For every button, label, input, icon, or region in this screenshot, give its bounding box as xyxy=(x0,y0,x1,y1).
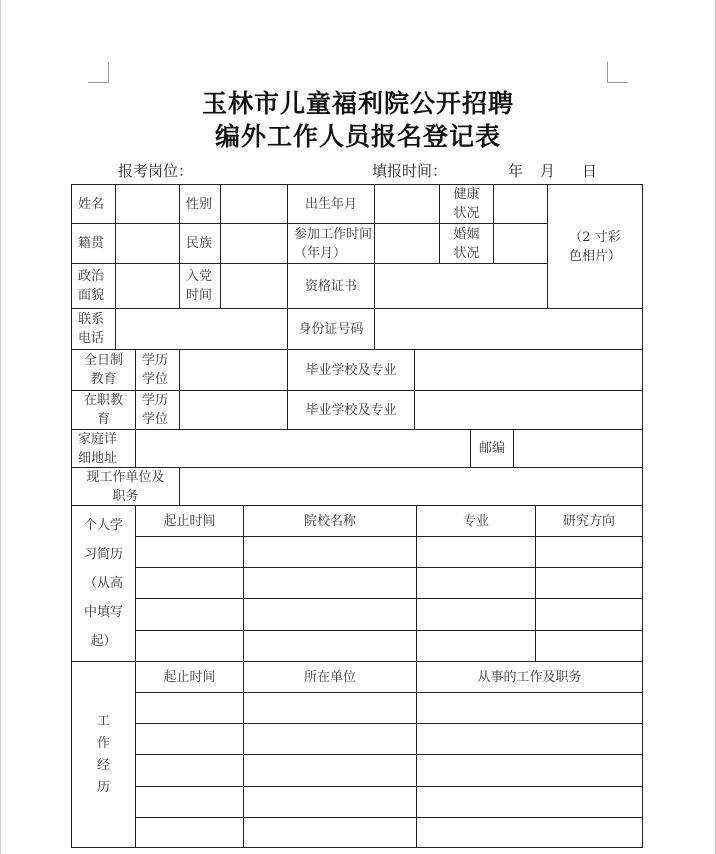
table-cell[interactable] xyxy=(243,723,417,755)
label-health: 健康状况 xyxy=(439,184,494,224)
table-cell[interactable] xyxy=(416,817,643,848)
table-cell[interactable] xyxy=(243,786,417,818)
table-cell[interactable] xyxy=(135,630,244,662)
study-header-period: 起止时间 xyxy=(135,505,244,537)
label-politics: 政治面貌 xyxy=(71,263,116,309)
field-phone[interactable] xyxy=(115,308,288,350)
table-cell[interactable] xyxy=(243,536,417,568)
label-id-number: 身份证号码 xyxy=(287,308,375,350)
photo-box: （2 寸彩色相片） xyxy=(547,184,643,309)
table-cell[interactable] xyxy=(416,754,643,787)
table-cell[interactable] xyxy=(416,630,536,662)
table-cell[interactable] xyxy=(243,567,417,599)
label-inservice-edu: 在职教育 xyxy=(71,390,136,430)
table-cell[interactable] xyxy=(416,536,536,568)
label-current-unit: 现工作单位及职务 xyxy=(71,467,180,506)
work-header-period: 起止时间 xyxy=(135,661,244,693)
table-cell[interactable] xyxy=(243,692,417,724)
label-degree-1: 学历学位 xyxy=(135,349,180,391)
label-address: 家庭详细地址 xyxy=(71,429,136,468)
field-current-unit[interactable] xyxy=(179,467,643,506)
month-label: 月 xyxy=(540,162,556,180)
label-school-2: 毕业学校及专业 xyxy=(287,390,415,430)
label-school-1: 毕业学校及专业 xyxy=(287,349,415,391)
study-header-major: 专业 xyxy=(416,505,536,537)
table-cell[interactable] xyxy=(135,817,244,848)
field-degree-2[interactable] xyxy=(179,390,288,430)
field-id-number[interactable] xyxy=(374,308,643,350)
label-native: 籍贯 xyxy=(71,223,116,264)
title-line-2: 编外工作人员报名登记表 xyxy=(214,122,501,151)
work-header-unit: 所在单位 xyxy=(243,661,417,693)
study-history-label: 个人学习简历（从高中填写起） xyxy=(71,505,136,662)
table-cell[interactable] xyxy=(416,692,643,724)
table-cell[interactable] xyxy=(416,598,536,631)
table-cell[interactable] xyxy=(243,630,417,662)
field-school-1[interactable] xyxy=(414,349,643,391)
table-cell[interactable] xyxy=(416,786,643,818)
field-native[interactable] xyxy=(115,223,180,264)
field-degree-1[interactable] xyxy=(179,349,288,391)
label-marital: 婚姻状况 xyxy=(439,223,494,264)
work-history-label: 工作经历 xyxy=(71,661,136,848)
label-party-time: 入党时间 xyxy=(179,263,221,309)
table-cell[interactable] xyxy=(243,754,417,787)
field-party-time[interactable] xyxy=(220,263,288,309)
label-fulltime-edu: 全日制教育 xyxy=(71,349,136,391)
table-cell[interactable] xyxy=(135,536,244,568)
table-cell[interactable] xyxy=(135,754,244,787)
table-cell[interactable] xyxy=(416,723,643,755)
field-marital[interactable] xyxy=(493,223,548,264)
label-name: 姓名 xyxy=(71,184,116,224)
field-name[interactable] xyxy=(115,184,180,224)
label-phone: 联系电话 xyxy=(71,308,116,350)
field-school-2[interactable] xyxy=(414,390,643,430)
label-postcode: 邮编 xyxy=(470,429,514,468)
table-cell[interactable] xyxy=(135,786,244,818)
label-birth: 出生年月 xyxy=(287,184,375,224)
label-degree-2: 学历学位 xyxy=(135,390,180,430)
table-cell[interactable] xyxy=(243,817,417,848)
margin-mark-right xyxy=(607,62,628,83)
fill-date-label: 填报时间： xyxy=(372,162,448,180)
post-label: 报考岗位： xyxy=(118,162,194,180)
year-label: 年 xyxy=(508,162,524,180)
table-cell[interactable] xyxy=(135,598,244,631)
table-cell[interactable] xyxy=(535,536,643,568)
table-cell[interactable] xyxy=(243,598,417,631)
field-certificate[interactable] xyxy=(374,263,548,309)
field-postcode[interactable] xyxy=(513,429,643,468)
table-cell[interactable] xyxy=(416,567,536,599)
field-birth[interactable] xyxy=(374,184,440,224)
study-header-research: 研究方向 xyxy=(535,505,643,537)
margin-mark-left xyxy=(88,62,109,83)
field-ethnic[interactable] xyxy=(220,223,288,264)
field-gender[interactable] xyxy=(220,184,288,224)
label-work-start: 参加工作时间（年月） xyxy=(287,223,375,264)
work-header-duty: 从事的工作及职务 xyxy=(416,661,643,693)
field-work-start[interactable] xyxy=(374,223,440,264)
label-certificate: 资格证书 xyxy=(287,263,375,309)
day-label: 日 xyxy=(582,162,598,180)
table-cell[interactable] xyxy=(535,567,643,599)
label-ethnic: 民族 xyxy=(179,223,221,264)
field-address[interactable] xyxy=(135,429,471,468)
study-header-school: 院校名称 xyxy=(243,505,417,537)
label-gender: 性别 xyxy=(179,184,221,224)
field-health[interactable] xyxy=(493,184,548,224)
table-cell[interactable] xyxy=(535,598,643,631)
field-politics[interactable] xyxy=(115,263,180,309)
table-cell[interactable] xyxy=(535,630,643,662)
table-cell[interactable] xyxy=(135,692,244,724)
table-cell[interactable] xyxy=(135,567,244,599)
table-cell[interactable] xyxy=(135,723,244,755)
title-line-1: 玉林市儿童福利院公开招聘 xyxy=(201,89,514,118)
